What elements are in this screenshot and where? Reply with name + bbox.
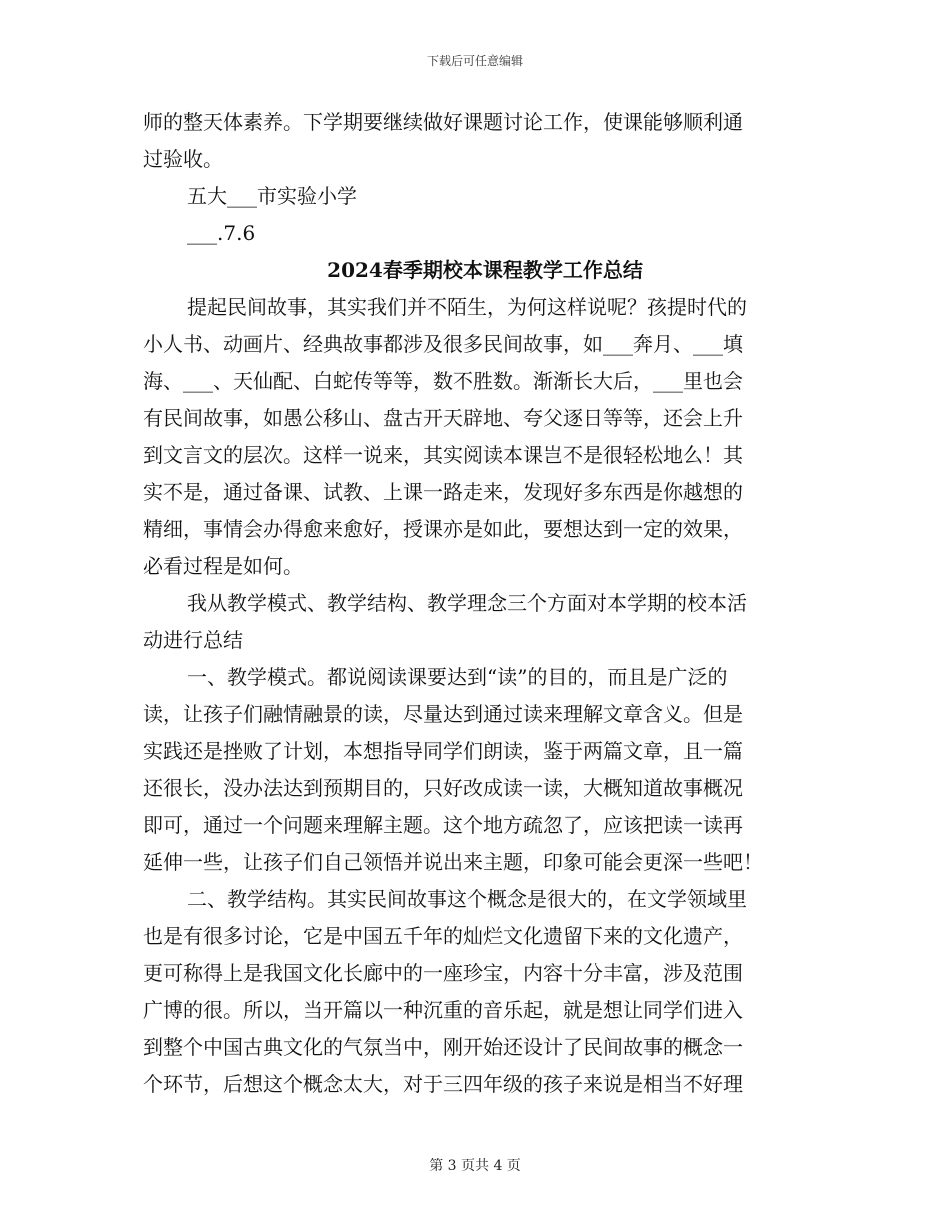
paragraph-line: 到整个中国古典文化的气氛当中，刚开始还设计了民间故事的概念一 [143,1035,743,1059]
paragraph-line: 个环节，后想这个概念太大，对于三四年级的孩子来说是相当不好理 [143,1072,743,1096]
document-body [143,104,807,1103]
paragraph-line: 小人书、动画片、经典故事都涉及很多民间故事，如___奔月、___填 [143,332,743,356]
paragraph-line: 也是有很多讨论，它是中国五千年的灿烂文化遗留下来的文化遗产， [143,924,743,948]
paragraph-line: 实不是，通过备课、试教、上课一路走来，发现好多东西是你越想的 [143,480,743,504]
paragraph-line: 二、教学结构。其实民间故事这个概念是很大的，在文学领域里 [187,887,747,911]
paragraph-line: 海、___、天仙配、白蛇传等等，数不胜数。渐渐长大后，___里也会 [143,369,743,393]
paragraph-line: 有民间故事，如愚公移山、盘古开天辟地、夸父逐日等等，还会上升 [143,406,743,430]
paragraph-line: 还很长，没办法达到预期目的，只好改成读一读，大概知道故事概况 [143,776,743,800]
header-note: 下载后可任意编辑 [426,54,523,68]
paragraph-line: 到文言文的层次。这样一说来，其实阅读本课岂不是很轻松地么！其 [143,443,743,467]
paragraph-line: 过验收。 [143,147,223,171]
paragraph-line: 提起民间故事，其实我们并不陌生，为何这样说呢？孩提时代的 [187,295,747,319]
paragraph-line: 即可，通过一个问题来理解主题。这个地方疏忽了，应该把读一读再 [143,813,743,837]
paragraph-line: 师的整天体素养。下学期要继续做好课题讨论工作，使课能够顺利通 [143,110,743,134]
document-title: 2024春季期校本课程教学工作总结 [327,258,643,282]
paragraph-line: 动进行总结 [143,628,243,652]
paragraph-line: 精细，事情会办得愈来愈好，授课亦是如此，要想达到一定的效果， [143,517,743,541]
paragraph-line: 我从教学模式、教学结构、教学理念三个方面对本学期的校本活 [187,591,747,615]
paragraph-line: 一、教学模式。都说阅读课要达到“读”的目的，而且是广泛的 [187,665,728,689]
page-number: 第 3 页共 4 页 [429,1158,521,1174]
paragraph-line: 读，让孩子们融情融景的读，尽量达到通过读来理解文章含义。但是 [143,702,743,726]
signature-date: ___.7.6 [187,221,256,245]
signature-school: 五大___市实验小学 [187,184,357,208]
paragraph-line: 必看过程是如何。 [143,554,303,578]
paragraph-line: 实践还是挫败了计划，本想指导同学们朗读，鉴于两篇文章，且一篇 [143,739,743,763]
paragraph-line: 延伸一些，让孩子们自己领悟并说出来主题，印象可能会更深一些吧！ [143,850,763,874]
paragraph-line: 广博的很。所以，当开篇以一种沉重的音乐起，就是想让同学们进入 [143,998,743,1022]
paragraph-line: 更可称得上是我国文化长廊中的一座珍宝，内容十分丰富，涉及范围 [143,961,743,985]
